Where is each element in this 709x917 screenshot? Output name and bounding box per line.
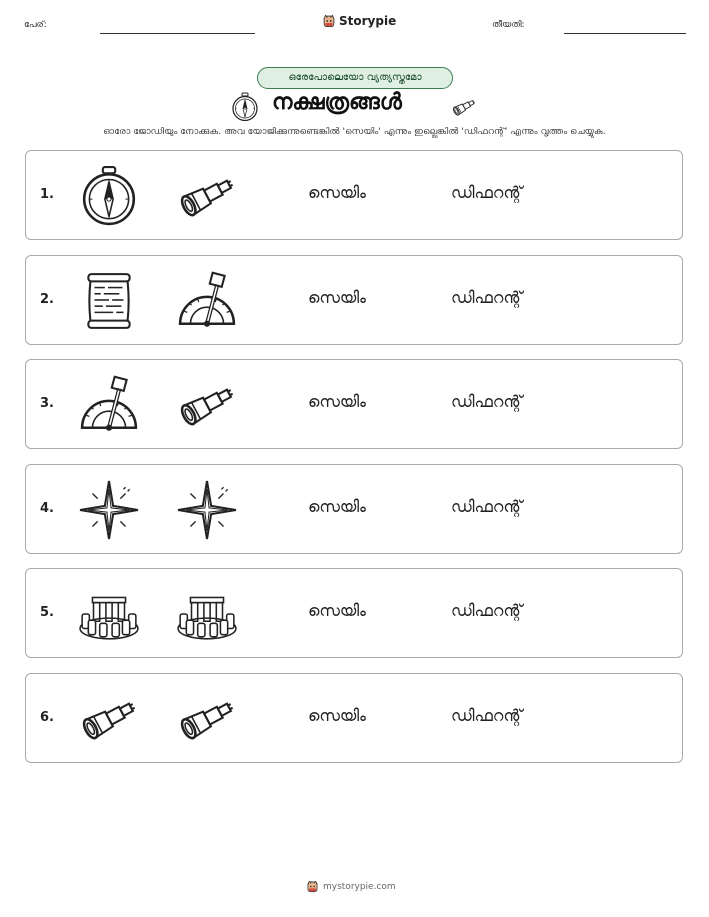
question-row: [25, 150, 683, 240]
different-option[interactable]: ഡിഫറന്റ്: [451, 183, 523, 202]
question-number: 2.: [40, 292, 54, 307]
different-option[interactable]: ഡിഫറന്റ്: [451, 392, 523, 411]
date-write-line: [564, 33, 686, 34]
same-option[interactable]: സെയിം: [308, 392, 366, 411]
date-label: തീയതി:: [492, 20, 525, 30]
brand-name: Storypie: [339, 14, 397, 28]
spyglass-icon: [176, 688, 238, 750]
quadrant-icon: [78, 374, 140, 436]
different-option[interactable]: ഡിഫറന്റ്: [451, 601, 523, 620]
spyglass-icon: [448, 94, 480, 120]
same-option[interactable]: സെയിം: [308, 288, 366, 307]
stonehenge-icon: [176, 583, 238, 645]
question-row: [25, 464, 683, 554]
same-option[interactable]: സെയിം: [308, 601, 366, 620]
quadrant-icon: [176, 270, 238, 332]
question-number: 3.: [40, 396, 54, 411]
question-row: [25, 359, 683, 449]
star-icon: [176, 479, 238, 541]
activity-type-badge: ഒരേപോലെയോ വ്യത്യസ്തമോ: [257, 67, 453, 89]
compass-icon: [230, 92, 260, 122]
worksheet-title-block: [230, 90, 490, 122]
brand-logo: [322, 14, 396, 28]
different-option[interactable]: ഡിഫറന്റ്: [451, 288, 523, 307]
worksheet-title: നക്ഷത്രങ്ങൾ: [272, 90, 402, 115]
star-icon: [78, 479, 140, 541]
question-row: [25, 568, 683, 658]
compass-icon: [78, 165, 140, 227]
name-label: പേര്:: [24, 20, 47, 30]
stonehenge-icon: [78, 583, 140, 645]
spyglass-icon: [176, 165, 238, 227]
question-row: [25, 673, 683, 763]
question-number: 6.: [40, 710, 54, 725]
footer-url: mystorypie.com: [323, 881, 396, 892]
star-chart-scroll-icon: [78, 270, 140, 332]
same-option[interactable]: സെയിം: [308, 183, 366, 202]
worksheet-header: [0, 0, 709, 40]
different-option[interactable]: ഡിഫറന്റ്: [451, 497, 523, 516]
storypie-mascot-icon: [322, 14, 336, 28]
same-option[interactable]: സെയിം: [308, 497, 366, 516]
storypie-mascot-icon: [306, 880, 319, 893]
footer: [306, 880, 396, 893]
different-option[interactable]: ഡിഫറന്റ്: [451, 706, 523, 725]
question-number: 5.: [40, 605, 54, 620]
question-number: 4.: [40, 501, 54, 516]
spyglass-icon: [78, 688, 140, 750]
same-option[interactable]: സെയിം: [308, 706, 366, 725]
spyglass-icon: [176, 374, 238, 436]
question-number: 1.: [40, 187, 54, 202]
name-write-line: [100, 33, 255, 34]
instructions: ഓരോ ജോഡിയും നോക്കുക. അവ യോജിക്കുന്നുണ്ടെങ്കിൽ 'സെയിം' എന്നും ഇല്ലെങ്കിൽ 'ഡിഫറന്റ്' എന്നും വൃത്തം ചെയ്യുക.: [103, 126, 606, 137]
question-row: [25, 255, 683, 345]
